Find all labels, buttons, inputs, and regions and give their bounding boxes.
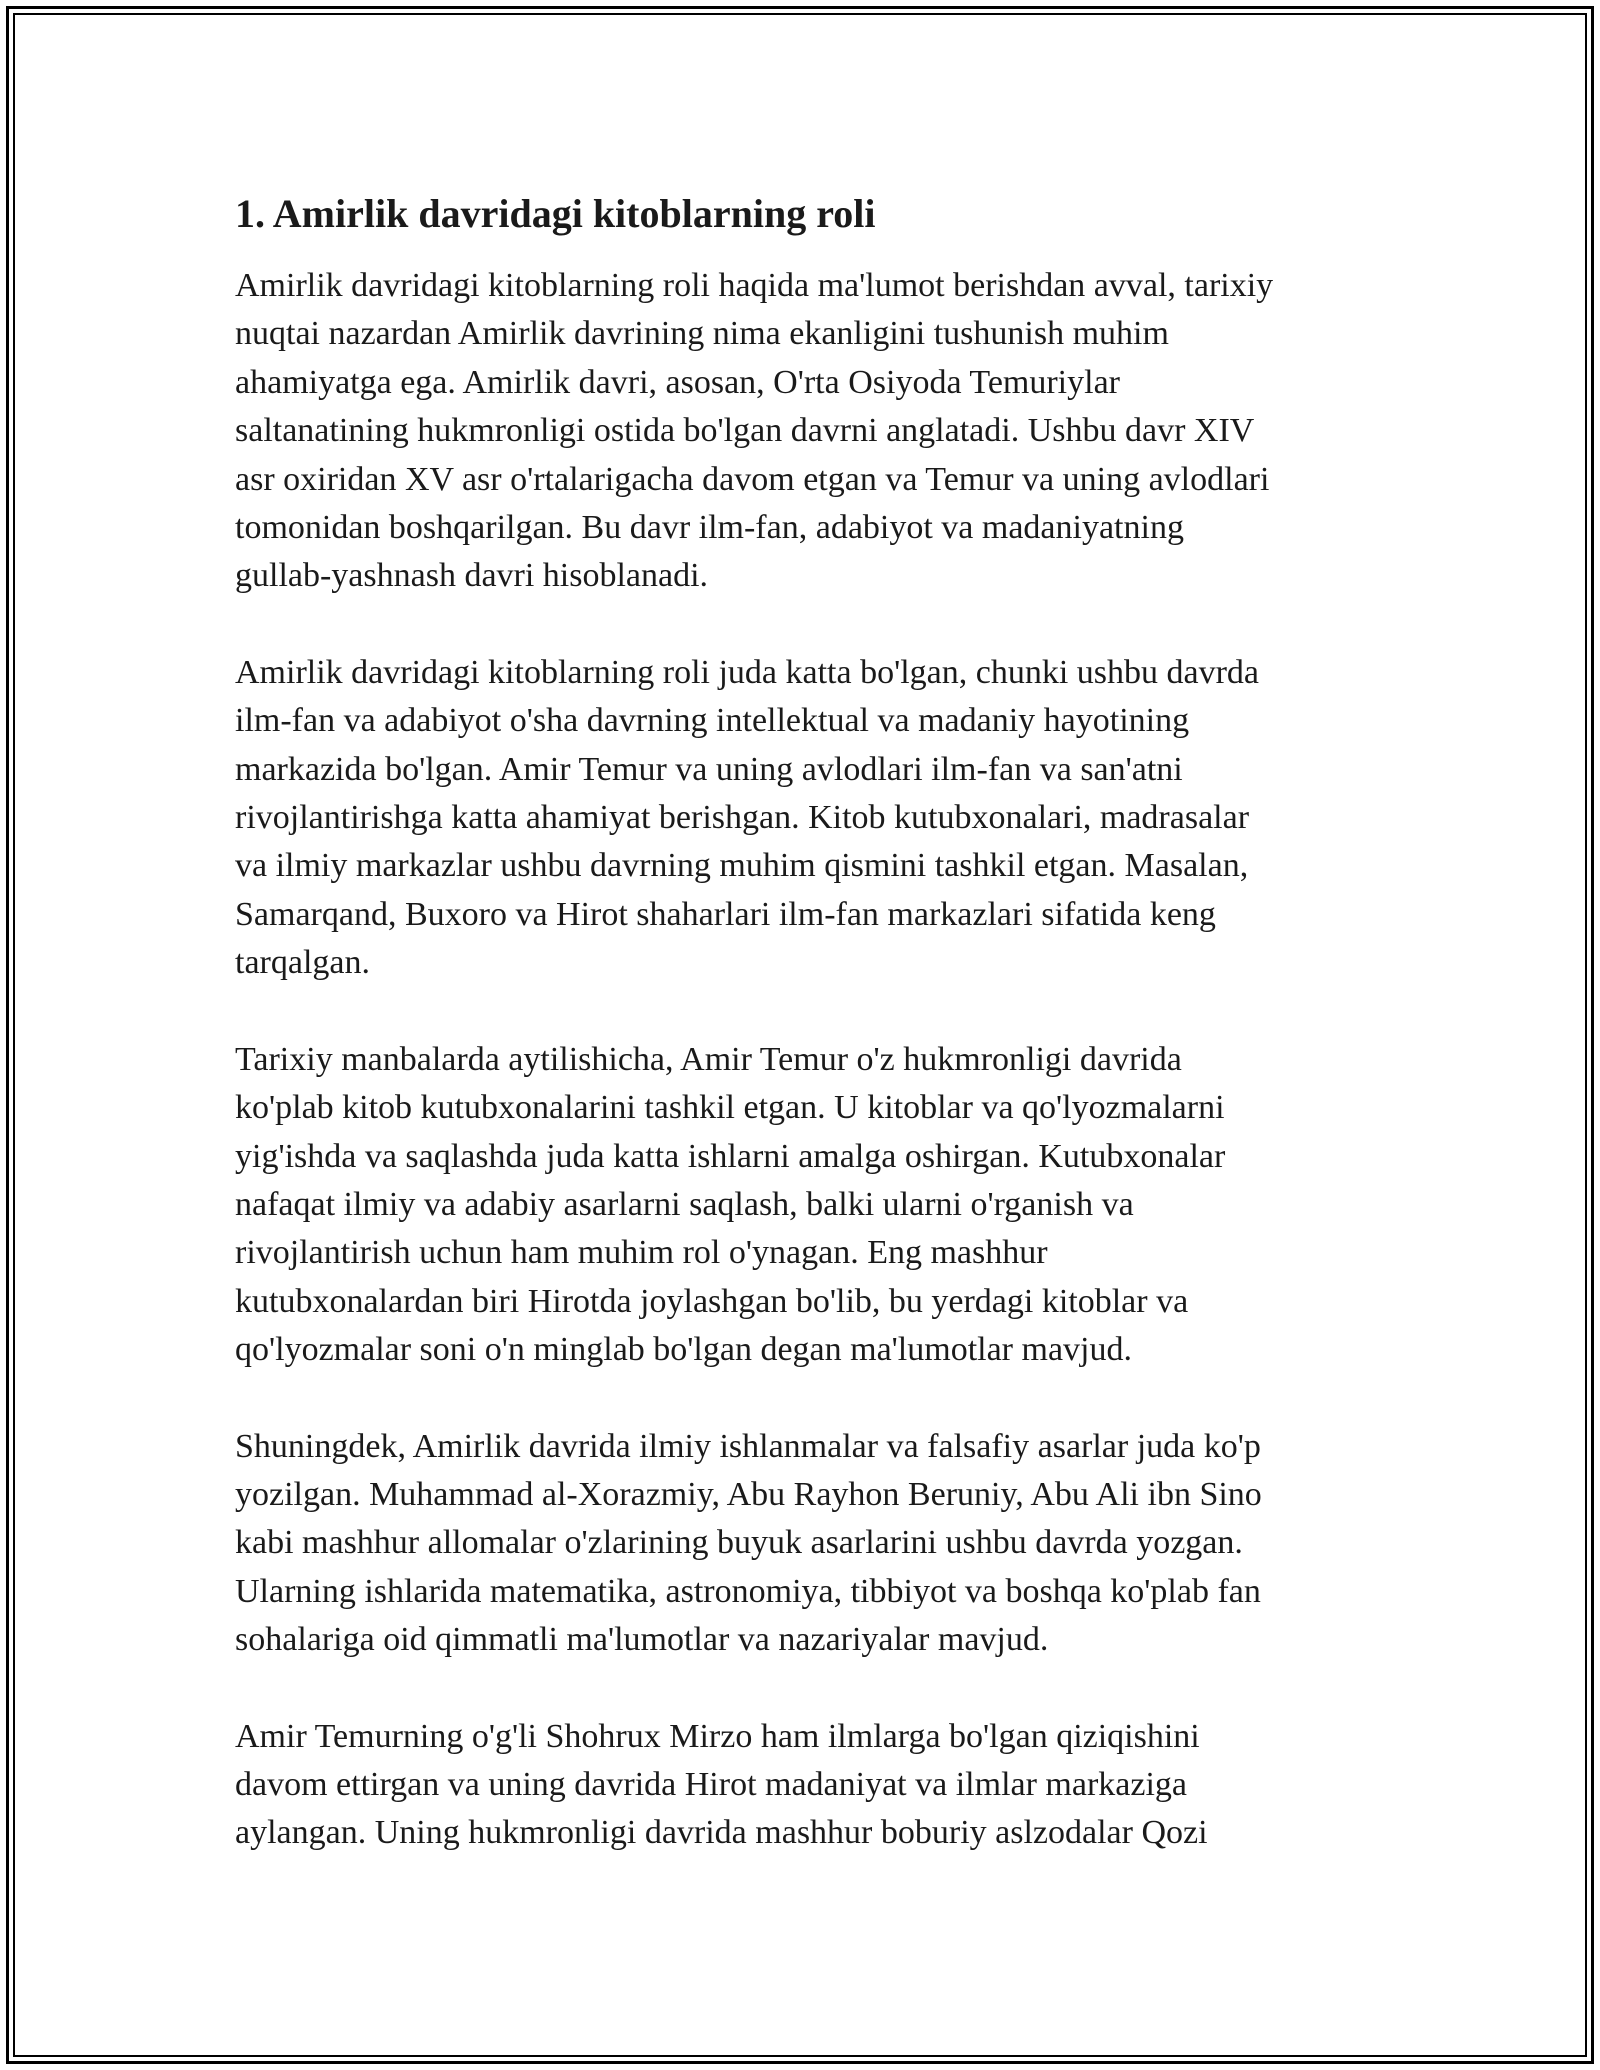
paragraph-line: rivojlantirish uchun ham muhim rol o'ynagan. Eng mashhur [235, 1234, 1048, 1272]
paragraph-line: nafaqat ilmiy va adabiy asarlarni saqlash, balki ularni o'rganish va [235, 1185, 1134, 1223]
paragraph-1 [235, 262, 1385, 601]
paragraph-line: ahamiyatga ega. Amirlik davri, asosan, O'rta Osiyoda Temuriylar [235, 363, 1120, 401]
paragraph-3 [235, 1036, 1385, 1375]
paragraph-2 [235, 649, 1385, 988]
paragraph-line: Tarixiy manbalarda aytilishicha, Amir Temur o'z hukmronligi davrida [235, 1040, 1182, 1078]
paragraph-line: tomonidan boshqarilgan. Bu davr ilm-fan, adabiyot va madaniyatning [235, 509, 1184, 547]
paragraph-line: aylangan. Uning hukmronligi davrida mashhur boburiy aslzodalar Qozi [235, 1814, 1208, 1852]
paragraph-line: davom ettirgan va uning davrida Hirot madaniyat va ilmlar markaziga [235, 1765, 1187, 1803]
paragraph-line: Ularning ishlarida matematika, astronomiya, tibbiyot va boshqa ko'plab fan [235, 1572, 1261, 1610]
paragraph-line: tarqalgan. [235, 944, 370, 982]
paragraph-line: sohalariga oid qimmatli ma'lumotlar va nazariyalar mavjud. [235, 1621, 1049, 1659]
paragraph-line: qo'lyozmalar soni o'n minglab bo'lgan degan ma'lumotlar mavjud. [235, 1331, 1132, 1369]
paragraph-line: ilm-fan va adabiyot o'sha davrning intellektual va madaniy hayotining [235, 702, 1190, 740]
paragraph-line: ko'plab kitob kutubxonalarini tashkil etgan. U kitoblar va qo'lyozmalarni [235, 1089, 1225, 1127]
paragraph-line: gullab-yashnash davri hisoblanadi. [235, 557, 709, 595]
paragraph-line: va ilmiy markazlar ushbu davrning muhim qismini tashkil etgan. Masalan, [235, 847, 1249, 885]
paragraph-4 [235, 1423, 1385, 1665]
paragraph-line: Shuningdek, Amirlik davrida ilmiy ishlanmalar va falsafiy asarlar juda ko'p [235, 1427, 1261, 1465]
paragraph-line: yig'ishda va saqlashda juda katta ishlarni amalga oshirgan. Kutubxonalar [235, 1137, 1226, 1175]
paragraph-line: kutubxonalardan biri Hirotda joylashgan bo'lib, bu yerdagi kitoblar va [235, 1282, 1189, 1320]
paragraph-line: saltanatining hukmronligi ostida bo'lgan davrni anglatadi. Ushbu davr XIV [235, 412, 1255, 450]
paragraph-line: rivojlantirishga katta ahamiyat berishgan. Kitob kutubxonalari, madrasalar [235, 799, 1250, 837]
paragraph-line: nuqtai nazardan Amirlik davrining nima ekanligini tushunish muhim [235, 315, 1169, 353]
paragraph-5 [235, 1713, 1385, 1858]
paragraph-line: Amirlik davridagi kitoblarning roli haqida ma'lumot berishdan avval, tarixiy [235, 267, 1274, 304]
document-body [235, 186, 1385, 1906]
paragraph-line: kabi mashhur allomalar o'zlarining buyuk asarlarini ushbu davrda yozgan. [235, 1524, 1243, 1562]
paragraph-line: asr oxiridan XV asr o'rtalarigacha davom etgan va Temur va uning avlodlari [235, 460, 1270, 498]
section-heading: 1. Amirlik davridagi kitoblarning roli [235, 191, 876, 236]
paragraph-line: Samarqand, Buxoro va Hirot shaharlari ilm-fan markazlari sifatida keng [235, 895, 1216, 933]
paragraph-line: markazida bo'lgan. Amir Temur va uning avlodlari ilm-fan va san'atni [235, 750, 1183, 788]
paragraph-line: yozilgan. Muhammad al-Xorazmiy, Abu Rayhon Beruniy, Abu Ali ibn Sino [235, 1475, 1262, 1513]
paragraph-line: Amirlik davridagi kitoblarning roli juda katta bo'lgan, chunki ushbu davrda [235, 653, 1260, 691]
paragraph-line: Amir Temurning o'g'li Shohrux Mirzo ham ilmlarga bo'lgan qiziqishini [235, 1717, 1200, 1755]
